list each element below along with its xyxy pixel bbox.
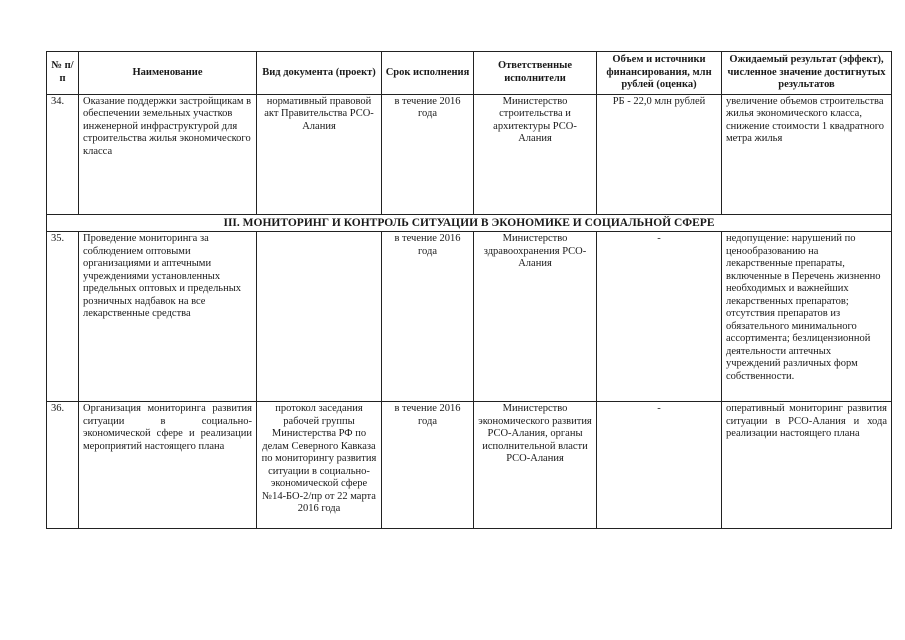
table-row	[47, 402, 892, 529]
section-row	[47, 214, 892, 232]
row-doc-type	[257, 232, 382, 402]
row-result: недопущение: нарушений по ценообразованию на лекарственные препараты, включенные в Перечень жизненно необходимых и важнейших лекарственных препаратов; отсутствия препаратов из обязательного минимального ассортимента; безлицензионной деятельности аптечных учреждений различных форм собственности.	[722, 232, 892, 402]
row-num: 36.	[47, 402, 79, 529]
row-name: Оказание поддержки застройщикам в обеспечении земельных участков инженерной инфраструктурой для строительства жилья экономического класса	[79, 94, 257, 214]
row-doc-type: нормативный правовой акт Правительства РСО-Алания	[257, 94, 382, 214]
row-responsible: Министерство здравоохранения РСО-Алания	[474, 232, 597, 402]
row-doc-type: протокол заседания рабочей группы Министерства РФ по делам Северного Кавказа по мониторингу развития ситуации в социально-экономической сфере №14-БО-2/пр от 22 марта 2016 года	[257, 402, 382, 529]
row-num: 34.	[47, 94, 79, 214]
table-header-row	[47, 52, 892, 95]
header-num: № п/п	[47, 52, 79, 95]
header-doc-type: Вид документа (проект)	[257, 52, 382, 95]
header-financing: Объем и источники финансирования, млн рублей (оценка)	[597, 52, 722, 95]
row-name: Проведение мониторинга за соблюдением оптовыми организациями и аптечными учреждениями установленных предельных оптовых и предельных розничных надбавок на все лекарственные средства	[79, 232, 257, 402]
table-row	[47, 94, 892, 214]
row-result: оперативный мониторинг развития ситуации в РСО-Алания и хода реализации настоящего плана	[722, 402, 892, 529]
plan-table	[46, 51, 892, 529]
row-financing: -	[597, 402, 722, 529]
header-name: Наименование	[79, 52, 257, 95]
header-result: Ожидаемый результат (эффект), численное значение достигнутых результатов	[722, 52, 892, 95]
header-deadline: Срок исполнения	[382, 52, 474, 95]
row-responsible: Министерство строительства и архитектуры РСО-Алания	[474, 94, 597, 214]
row-name: Организация мониторинга развития ситуации в социально-экономической сфере и реализации мероприятий настоящего плана	[79, 402, 257, 529]
row-deadline: в течение 2016 года	[382, 232, 474, 402]
row-financing: РБ - 22,0 млн рублей	[597, 94, 722, 214]
section-title: III. МОНИТОРИНГ И КОНТРОЛЬ СИТУАЦИИ В ЭКОНОМИКЕ И СОЦИАЛЬНОЙ СФЕРЕ	[47, 214, 892, 232]
table-row	[47, 232, 892, 402]
row-deadline: в течение 2016 года	[382, 402, 474, 529]
row-responsible: Министерство экономического развития РСО-Алания, органы исполнительной власти РСО-Алания	[474, 402, 597, 529]
header-responsible: Ответственные исполнители	[474, 52, 597, 95]
row-financing: -	[597, 232, 722, 402]
row-deadline: в течение 2016 года	[382, 94, 474, 214]
row-result: увеличение объемов строительства жилья экономического класса, снижение стоимости 1 квадратного метра жилья	[722, 94, 892, 214]
row-num: 35.	[47, 232, 79, 402]
